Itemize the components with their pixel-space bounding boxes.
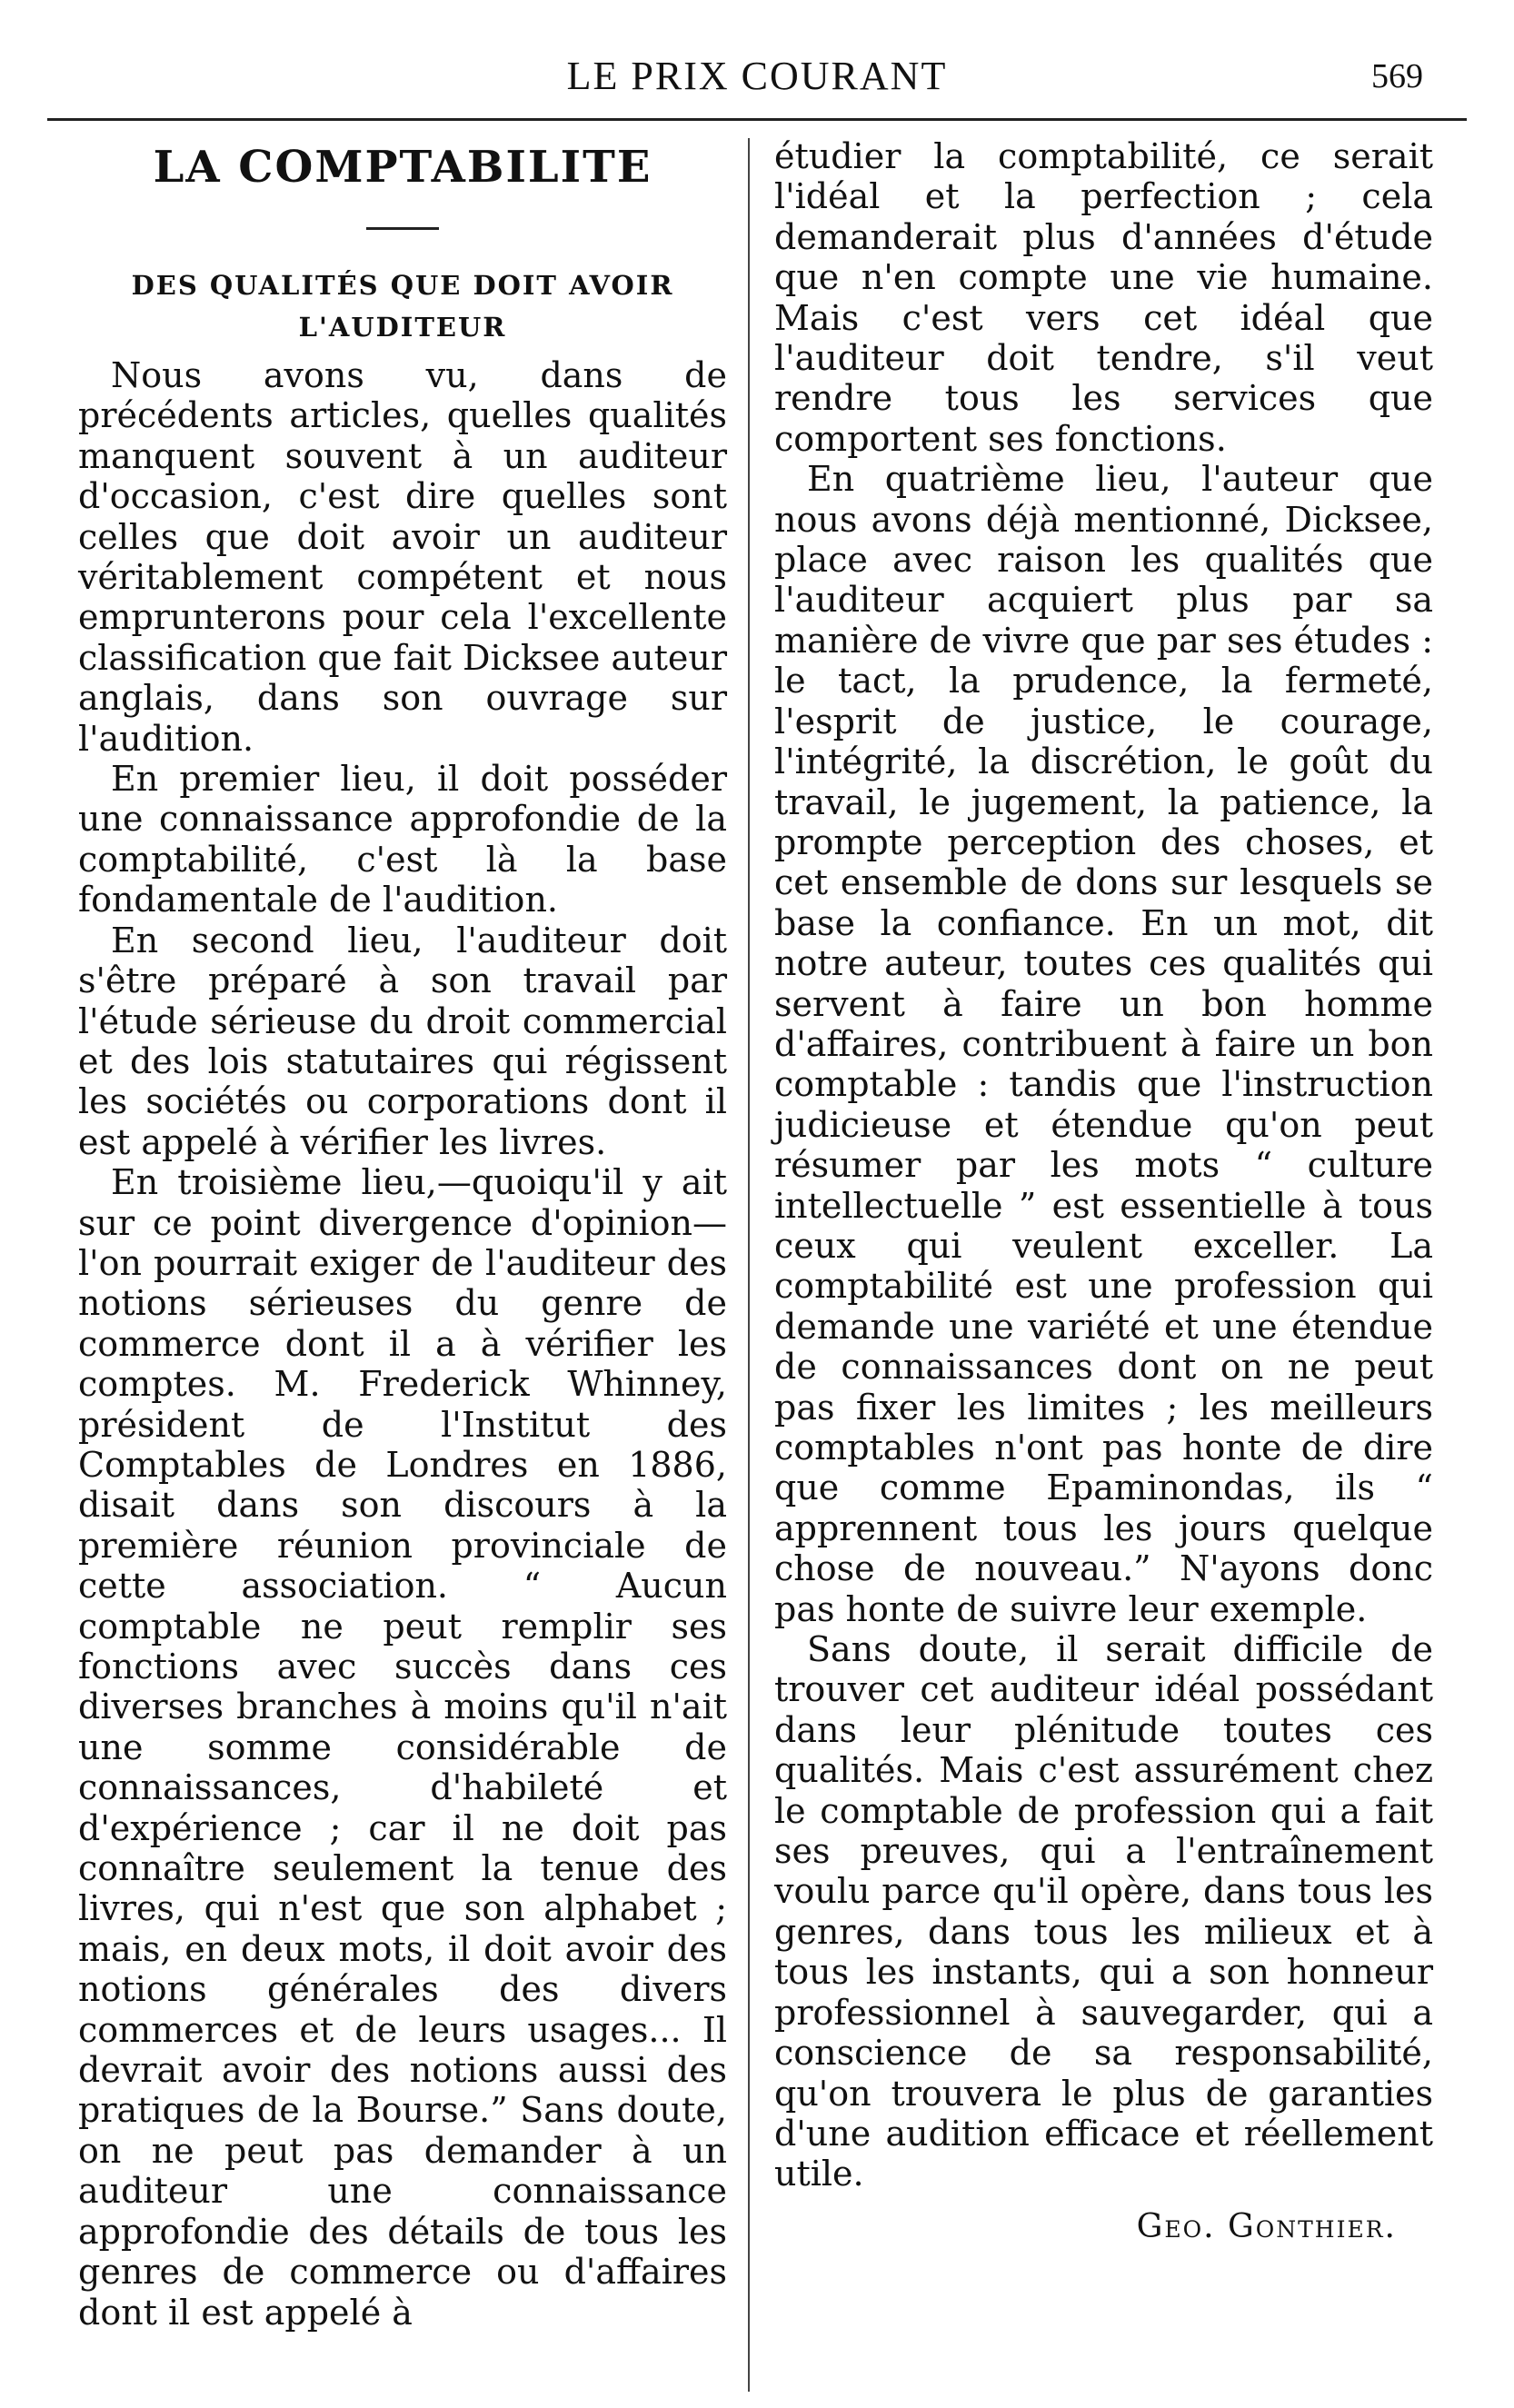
page-header (0, 53, 1514, 107)
paragraph: Sans doute, il serait difficile de trouver cet auditeur idéal possédant dans leur plénitude toutes ces qualités. Mais c'est assurément chez le comptable de profession qui a fait ses preuves, qui a l'entraînement voulu parce qu'il opère, dans tous les genres, dans tous les milieux et à tous les instants, qui a son honneur professionnel à sauvegarder, qui a conscience de sa responsabilité, qu'on trouvera le plus de garanties d'une audition efficace et réellement utile. (774, 1629, 1433, 2194)
paragraph: En quatrième lieu, l'auteur que nous avons déjà mentionné, Dicksee, place avec raison les qualités que l'auditeur acquiert plus par sa manière de vivre que par ses études : le tact, la prudence, la fermeté, l'esprit de justice, le courage, l'intégrité, la discrétion, le goût du travail, le jugement, la patience, la prompte perception des choses, et cet ensemble de dons sur lesquels se base la confiance. En un mot, dit notre auteur, toutes ces qualités qui servent à faire un bon homme d'affaires, contribuent à faire un bon comptable : tandis que l'instruction judicieuse et étendue qu'on peut résumer par les mots “ culture intellectuelle ” est essentielle à tous ceux qui veulent exceller. La comptabilité est une profession qui demande une variété et une étendue de connaissances dont on ne peut pas fixer les limites ; les meilleurs comptables n'ont pas honte de dire que comme Epaminondas, ils “ apprennent tous les jours quelque chose de nouveau.” N'ayons donc pas honte de suivre leur exemple. (774, 459, 1433, 1629)
author-signature: Geo. Gonthier. (1136, 2207, 1397, 2245)
title-rule (366, 227, 439, 230)
page-number: 569 (1371, 57, 1423, 95)
paragraph: En premier lieu, il doit posséder une connaissance approfondie de la comptabilité, c'est là la base fondamentale de l'audition. (78, 759, 727, 920)
paragraph: En troisième lieu,—quoiqu'il y ait sur ce point divergence d'opinion—l'on pourrait exiger de l'auditeur des notions sérieuses du genre de commerce dont il a à vérifier les comptes. M. Frederick Whinney, président de l'Institut des Comptables de Londres en 1886, disait dans son discours à la première réunion provinciale de cette association. “ Aucun comptable ne peut remplir ses fonctions avec succès dans ces diverses branches à moins qu'il n'ait une somme considérable de connaissances, d'habileté et d'expérience ; car il ne doit pas connaître seulement la tenue des livres, qui n'est que son alphabet ; mais, en deux mots, il doit avoir des notions générales des divers commerces et de leurs usages... Il devrait avoir des notions aussi des pratiques de la Bourse.” Sans doute, on ne peut pas demander à un auditeur une connaissance approfondie des détails de tous les genres de commerce ou d'affaires dont il est appelé à (78, 1162, 727, 2333)
subtitle-line-1: DES QUALITÉS QUE DOIT AVOIR (131, 270, 674, 301)
right-column (774, 136, 1433, 2247)
subtitle-line-2: L'AUDITEUR (298, 312, 507, 343)
running-head: LE PRIX COURANT (566, 54, 948, 98)
left-column (78, 136, 727, 2333)
column-divider (748, 138, 750, 2392)
paragraph-continued: étudier la comptabilité, ce serait l'idéal et la perfection ; cela demanderait plus d'années d'étude que n'en compte une vie humaine. Mais c'est vers cet idéal que l'auditeur doit tendre, s'il veut rendre tous les services que comportent ses fonctions. (774, 136, 1433, 459)
article-subtitle (78, 264, 727, 348)
header-rule (47, 118, 1467, 121)
paragraph: Nous avons vu, dans de précédents articles, quelles qualités manquent souvent à un auditeur d'occasion, c'est dire quelles sont celles que doit avoir un auditeur véritablement compétent et nous emprunterons pour cela l'excellente classification que fait Dicksee auteur anglais, dans son ouvrage sur l'audition. (78, 355, 727, 759)
article-title: LA COMPTABILITE (153, 142, 652, 193)
paragraph: En second lieu, l'auditeur doit s'être préparé à son travail par l'étude sérieuse du droit commercial et des lois statutaires qui régissent les sociétés ou corporations dont il est appelé à vérifier les livres. (78, 920, 727, 1162)
